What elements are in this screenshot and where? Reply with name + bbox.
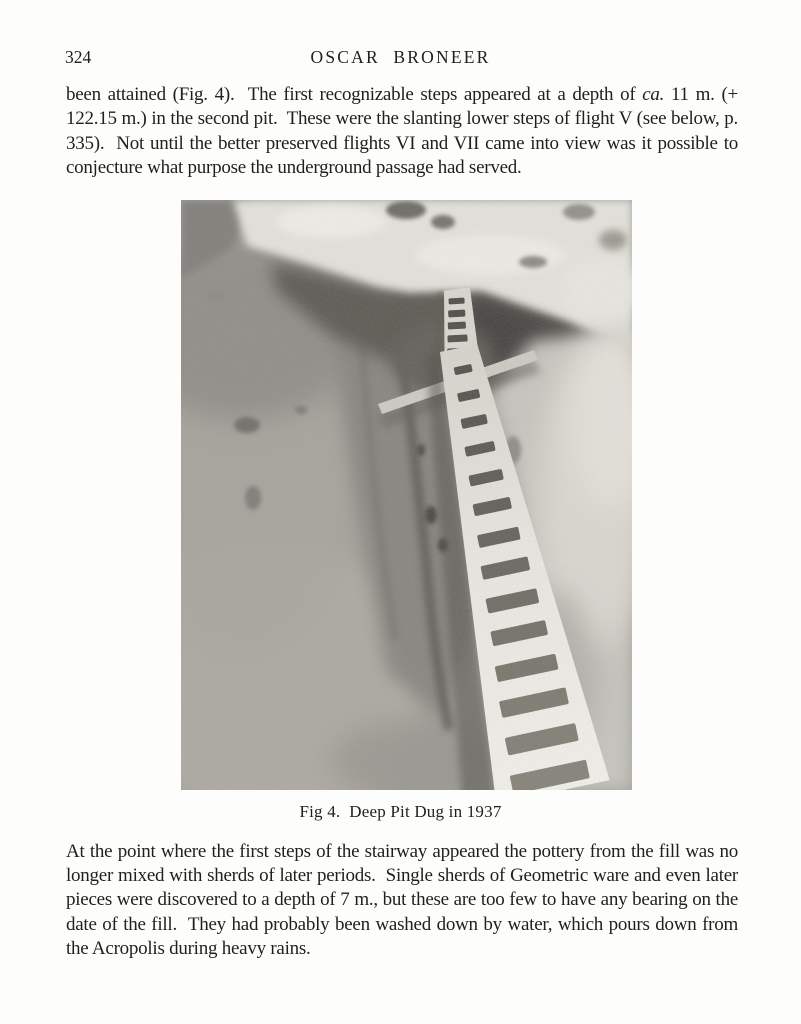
paragraph-bottom: At the point where the first steps of the stairway appeared the pottery from the fill was no longer mixed with sherds of later periods. Single sherds of Geometric ware and even later pieces were discovered to a depth of 7 m., but these are too few to have any bearing on the date of the fill. They had probably been washed down by water, which pours down from the Acropolis during heavy rains. [66,841,743,959]
figure-4-photo [181,200,632,790]
paragraph-top-text: been attained (Fig. 4). The first recognizable steps appeared at a depth of [66,84,643,105]
page-number: 324 [65,47,92,67]
figure-caption: Fig 4. Deep Pit Dug in 1937 [299,802,502,821]
paragraph-top-text-cont: 11 m. (+ 122.15 m.) in the second pit. These were the slanting lower steps of flight V (see below, p. 335). Not until the better preserved flights VI and VII came into view was it possible to conjecture what purpose the underground passage had served. [66,84,743,179]
italic-abbreviation: ca. [642,84,665,105]
paragraph-top [66,83,743,181]
photo-grain-overlay [181,200,632,790]
deep-pit-photograph [181,200,632,790]
running-head: OSCAR BRONEER [310,47,491,67]
